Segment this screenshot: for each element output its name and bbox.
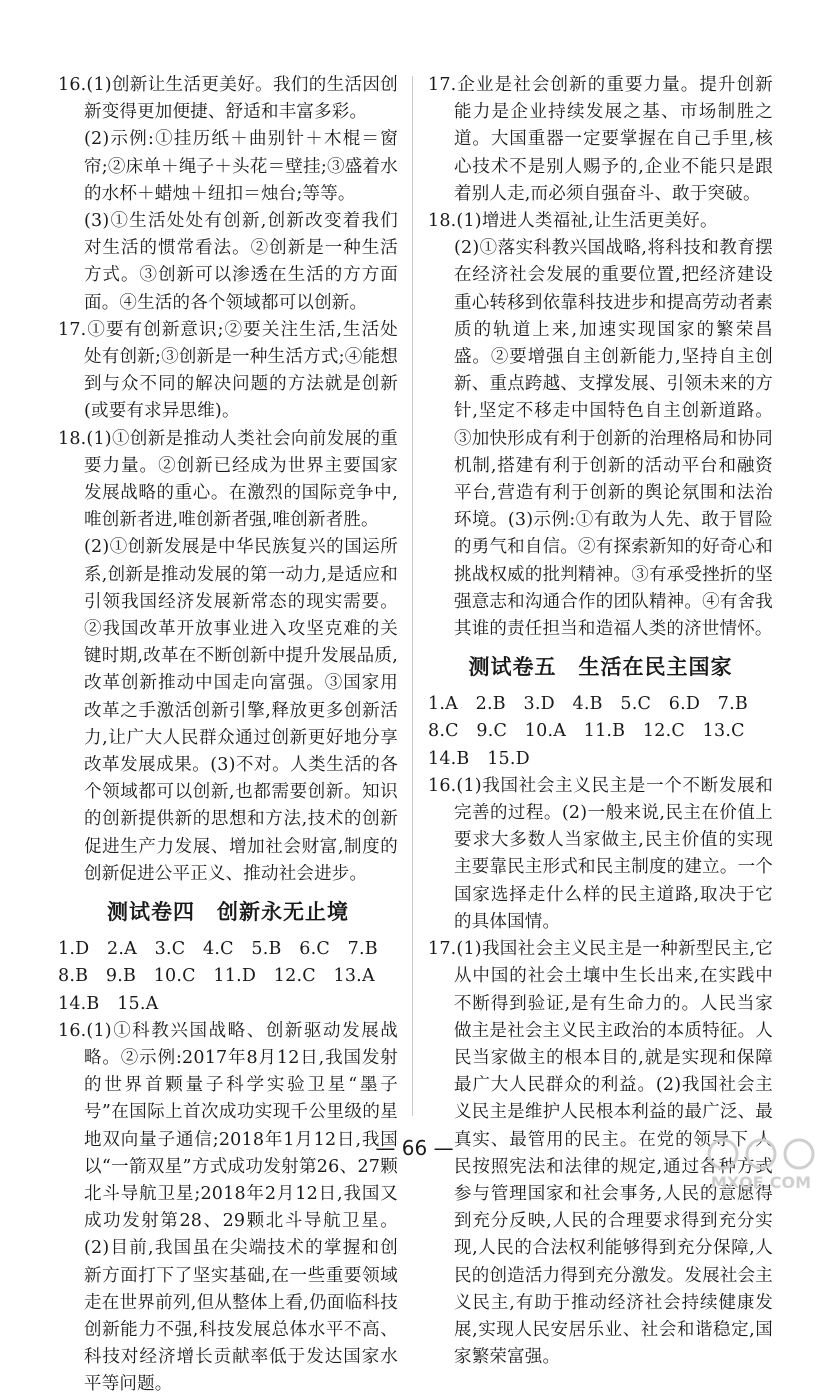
mc-answers-row: 14.B 15.D: [428, 748, 530, 769]
answer-q17-right: 17.企业是社会创新的重要力量。提升创新能力是企业持续发展之基、市场制胜之道。大国重器一定要掌握在自己手里,核心技术不是别人赐予的,企业不能只是跟着别人走,而必须自强奋斗、敢于突破。: [428, 75, 773, 204]
section-title-test5: 测试卷五 生活在民主国家: [468, 655, 733, 680]
watermark-logo: [701, 1134, 821, 1194]
svg-text:MXQE.COM: MXQE.COM: [710, 1173, 812, 1192]
answer-test5-q16: 16.(1)我国社会主义民主是一个不断发展和完善的过程。(2)一般来说,民主在价值上要求大多数人当家做主,民主价值的实现主要靠民主形式和民主制度的建立。一个国家选择走什么样的民主道路,取决于它的具体国情。: [428, 775, 773, 932]
answer-q16-part3: (3)①生活处处有创新,创新改变着我们对生活的惯常看法。②创新是一种生活方式。③创新可以渗透在生活的方方面面。④生活的各个领域都可以创新。: [84, 211, 398, 313]
column-divider: [412, 76, 413, 1116]
mc-answers-row: 14.B 15.A: [58, 993, 159, 1014]
answer-q17: 17.①要有创新意识;②要关注生活,生活处处有创新;③创新是一种生活方式;④能想到与众不同的解决问题的方法就是创新(或要有求异思维)。: [58, 319, 398, 422]
mc-answers-row: 1.A 2.B 3.D 4.B 5.C 6.D 7.B: [428, 694, 748, 715]
mc-answers-row: 8.B 9.B 10.C 11.D 12.C 13.A: [58, 966, 375, 987]
answer-q18-part2: (2)①创新发展是中华民族复兴的国运所系,创新是推动发展的第一动力,是适应和引领我国经济发展新常态的现实需要。②我国改革开放事业进入攻坚克难的关键时期,改革在不断创新中提升发展品质,改革创新推动中国走向富强。③国家用改革之手激活创新引擎,释放更多创新活力,让广大人民群众通过创新更好地分享改革发展成果。(3)不对。人类生活的各个领域都可以创新,也都需要创新。知识的创新提供新的思想和方法,技术的创新促进生产力发展、增加社会财富,制度的创新促进公平正义、推动社会进步。: [84, 537, 398, 884]
answer-q16-part2: (2)示例:①挂历纸＋曲别针＋木棍＝窗帘;②床单＋绳子＋头花＝壁挂;③盛着水的水杯＋蜡烛＋纽扣＝烛台;等等。: [84, 129, 398, 204]
page-number: — 66 —: [375, 1136, 454, 1160]
answer-test4-q16: 16.(1)①科教兴国战略、创新驱动发展战略。②示例:2017年8月12日,我国发射的世界首颗量子科学实验卫星“墨子号”在国际上首次成功实现千公里级的星地双向量子通信;2018年1月12日,我国以“一箭双星”方式成功发射第26、27颗北斗导航卫星;2018年2月12日,我国又成功发射第28、29颗北斗导航卫星。(2)目前,我国虽在尖端技术的掌握和创新方面打下了坚实基础,在一些重要领域走在世界前列,但从整体上看,仍面临科技创新能力不强,科技发展总体水平不高、科技对经济增长贡献率低于发达国家水平等问题。: [58, 1020, 398, 1395]
section-title-test4: 测试卷四 创新永无止境: [107, 900, 349, 925]
mc-answers-row: 1.D 2.A 3.C 4.C 5.B 6.C 7.B: [58, 939, 378, 960]
answer-q18-right-part2: (2)①落实科教兴国战略,将科技和教育摆在经济社会发展的重要位置,把经济建设重心转移到依靠科技进步和提高劳动者素质的轨道上来,加速实现国家的繁荣昌盛。②要增强自主创新能力,坚持自主创新、重点跨越、支撑发展、引领未来的方针,坚定不移走中国特色自主创新道路。③加快形成有利于创新的治理格局和协同机制,搭建有利于创新的活动平台和融资平台,营造有利于创新的舆论氛围和法治环境。(3)示例:①有敢为人先、敢于冒险的勇气和自信。②有探索新知的好奇心和挑战权威的批判精神。③有承受挫折的坚强意志和沟通合作的团队精神。④有舍我其谁的责任担当和造福人类的济世情怀。: [454, 238, 773, 640]
mc-answers-row: 8.C 9.C 10.A 11.B 12.C 13.C: [428, 721, 745, 742]
answer-test5-q17: 17.(1)我国社会主义民主是一种新型民主,它从中国的社会土壤中生长出来,在实践中不断得到验证,是有生命力的。人民当家做主是社会主义民主政治的本质特征。人民当家做主的根本目的,就是实现和保障最广大人民群众的利益。(2)我国社会主义民主是维护人民根本利益的最广泛、最真实、最管用的民主。在党的领导下,人民按照宪法和法律的规定,通过各种方式参与管理国家和社会事务,人民的意愿得到充分反映,人民的合理要求得到充分实现,人民的合法权利能够得到充分保障,人民的创造活力得到充分激发。发展社会主义民主,有助于推动经济社会持续健康发展,实现人民安居乐业、社会和谐稳定,国家繁荣富强。: [428, 939, 773, 1368]
answer-q18-part1: 18.(1)①创新是推动人类社会向前发展的重要力量。②创新已经成为世界主要国家发展战略的重心。在激烈的国际竞争中,唯创新者进,唯创新者强,唯创新者胜。: [58, 428, 398, 531]
answer-q18-right-part1: 18.(1)增进人类福祉,让生活更美好。: [428, 211, 718, 232]
answer-q16-part1: 16.(1)创新让生活更美好。我们的生活因创新变得更加便捷、舒适和丰富多彩。: [58, 75, 398, 123]
